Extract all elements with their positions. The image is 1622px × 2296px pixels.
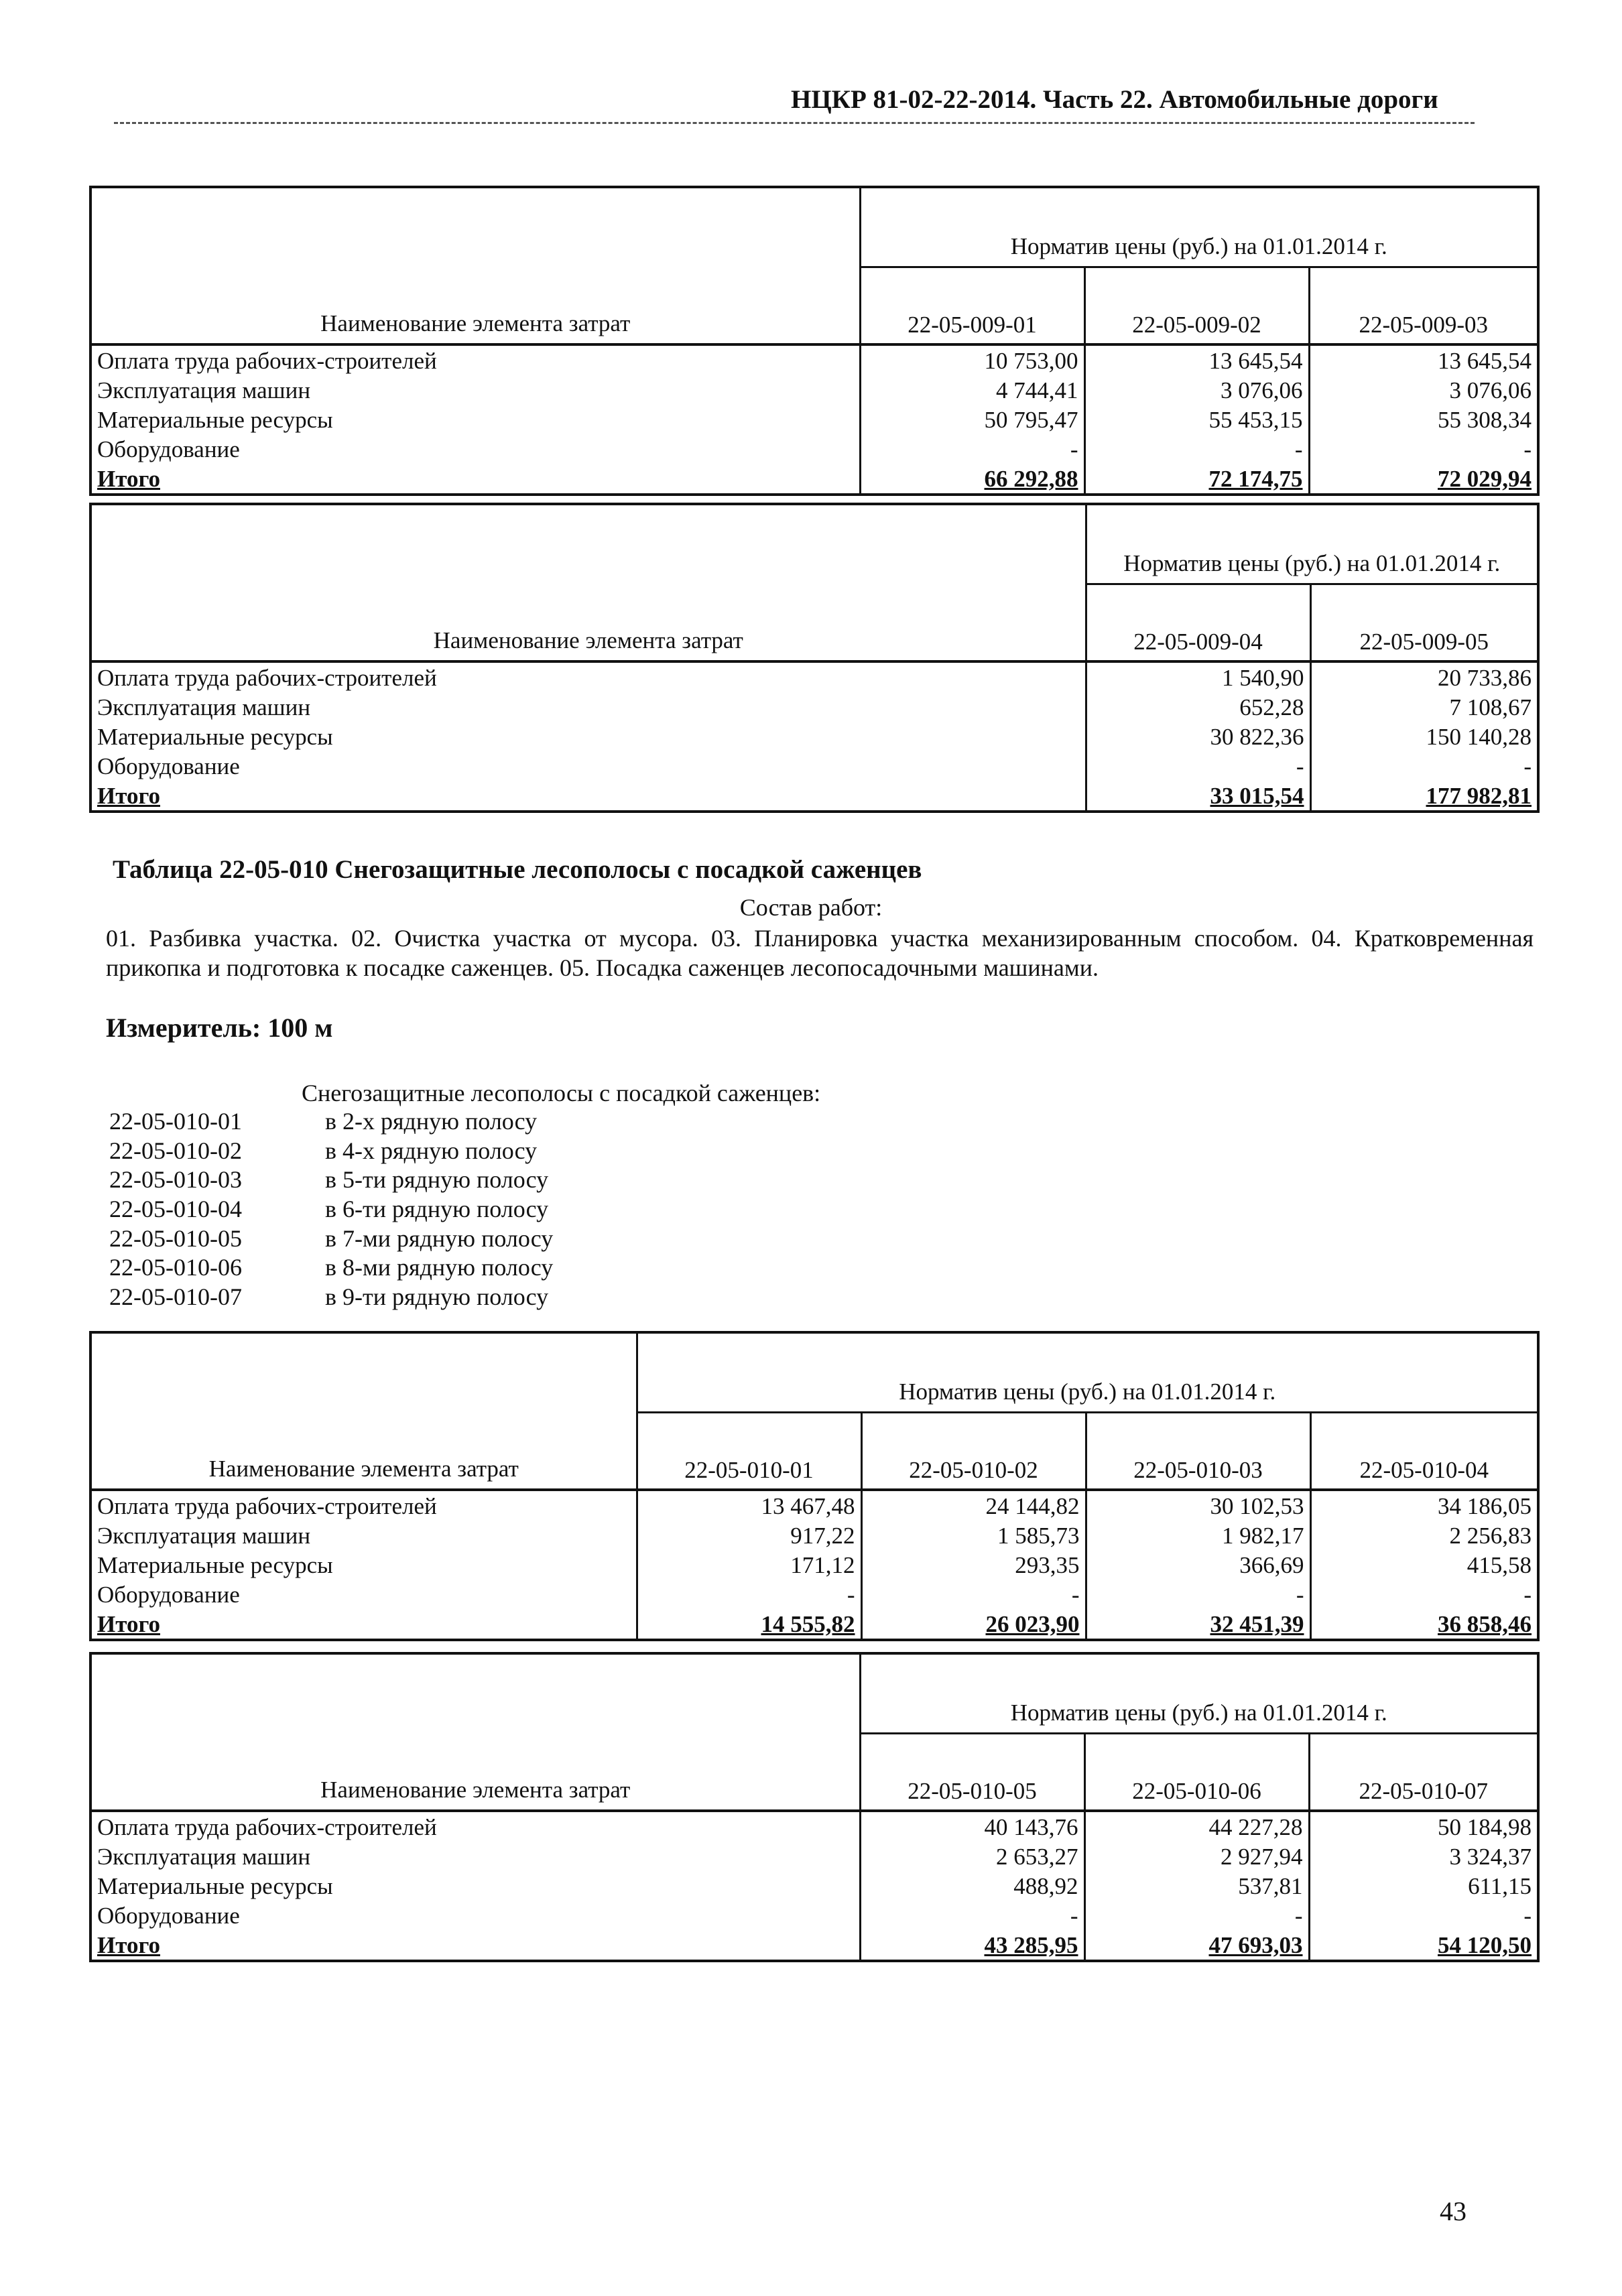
code-column-header: 22-05-010-02 — [861, 1413, 1086, 1490]
item-description: в 7-ми рядную полосу — [325, 1224, 554, 1252]
item-description: в 4-х рядную полосу — [325, 1137, 538, 1164]
code-column-header: 22-05-009-01 — [860, 267, 1084, 345]
table-row — [90, 1901, 1538, 1930]
cell-value: 652,28 — [1086, 692, 1310, 722]
cell-value: 13 645,54 — [1084, 344, 1309, 375]
item-code: 22-05-010-06 — [109, 1254, 242, 1281]
norm-price-header: Норматив цены (руб.) на 01.01.2014 г. — [637, 1332, 1538, 1413]
cell-value: 13 467,48 — [637, 1490, 861, 1521]
name-column-header: Наименование элемента затрат — [90, 1653, 860, 1811]
total-value: 33 015,54 — [1086, 781, 1310, 812]
cell-value: 13 645,54 — [1309, 344, 1538, 375]
total-value: 36 858,46 — [1310, 1609, 1538, 1640]
cell-value: 55 308,34 — [1309, 405, 1538, 434]
row-label: Эксплуатация машин — [90, 1842, 860, 1871]
row-label: Оплата труда рабочих-строителей — [90, 661, 1086, 692]
cell-value: 7 108,67 — [1310, 692, 1538, 722]
total-value: 72 174,75 — [1084, 464, 1309, 495]
name-column-header: Наименование элемента затрат — [90, 504, 1086, 661]
cell-value: 171,12 — [637, 1550, 861, 1580]
cell-value: 537,81 — [1084, 1871, 1309, 1901]
cell-value: 917,22 — [637, 1521, 861, 1550]
item-description: в 8-ми рядную полосу — [325, 1254, 554, 1281]
cell-value: - — [637, 1580, 861, 1609]
cell-value: 55 453,15 — [1084, 405, 1309, 434]
code-column-header: 22-05-010-06 — [1084, 1734, 1309, 1811]
item-code: 22-05-010-03 — [109, 1166, 242, 1194]
table-row — [90, 1521, 1538, 1550]
total-value: 26 023,90 — [861, 1609, 1086, 1640]
table-row — [90, 375, 1538, 405]
code-column-header: 22-05-010-03 — [1086, 1413, 1310, 1490]
cell-value: 3 076,06 — [1084, 375, 1309, 405]
cell-value: - — [1309, 434, 1538, 464]
cell-value: - — [1084, 1901, 1309, 1930]
table-row — [90, 692, 1538, 722]
total-value: 177 982,81 — [1310, 781, 1538, 812]
cell-value: 611,15 — [1309, 1871, 1538, 1901]
total-value: 43 285,95 — [860, 1930, 1084, 1961]
code-column-header: 22-05-009-03 — [1309, 267, 1538, 345]
cell-value: 1 540,90 — [1086, 661, 1310, 692]
code-column-header: 22-05-010-04 — [1310, 1413, 1538, 1490]
table-row — [90, 344, 1538, 375]
item-code: 22-05-010-07 — [109, 1283, 242, 1311]
item-description: в 9-ти рядную полосу — [325, 1283, 549, 1311]
table-row — [90, 661, 1538, 692]
cell-value: 4 744,41 — [860, 375, 1084, 405]
cell-value: - — [1310, 751, 1538, 781]
row-label: Материальные ресурсы — [90, 1871, 860, 1901]
total-value: 32 451,39 — [1086, 1609, 1310, 1640]
cost-table-1 — [89, 186, 1540, 496]
total-value: 47 693,03 — [1084, 1930, 1309, 1961]
cell-value: - — [861, 1580, 1086, 1609]
cell-value: 10 753,00 — [860, 344, 1084, 375]
cell-value: - — [1084, 434, 1309, 464]
cell-value: 150 140,28 — [1310, 722, 1538, 751]
cost-table-2 — [89, 503, 1540, 813]
cell-value: 34 186,05 — [1310, 1490, 1538, 1521]
row-label: Эксплуатация машин — [90, 692, 1086, 722]
total-label: Итого — [90, 1930, 860, 1961]
item-description: в 5-ти рядную полосу — [325, 1166, 549, 1194]
table-row — [90, 1490, 1538, 1521]
code-column-header: 22-05-009-05 — [1310, 584, 1538, 662]
cell-value: 415,58 — [1310, 1550, 1538, 1580]
total-label: Итого — [90, 781, 1086, 812]
cell-value: 2 256,83 — [1310, 1521, 1538, 1550]
row-label: Оплата труда рабочих-строителей — [90, 1811, 860, 1842]
table-row — [90, 1871, 1538, 1901]
measure-unit: Измеритель: 100 м — [106, 1013, 333, 1043]
cell-value: 3 324,37 — [1309, 1842, 1538, 1871]
item-code: 22-05-010-05 — [109, 1224, 242, 1252]
cell-value: 1 585,73 — [861, 1521, 1086, 1550]
total-label: Итого — [90, 464, 860, 495]
cell-value: 3 076,06 — [1309, 375, 1538, 405]
cell-value: - — [1309, 1901, 1538, 1930]
table-row — [90, 1580, 1538, 1609]
code-column-header: 22-05-010-07 — [1309, 1734, 1538, 1811]
total-row — [90, 781, 1538, 812]
item-description: в 2-х рядную полосу — [325, 1108, 538, 1135]
row-label: Оплата труда рабочих-строителей — [90, 1490, 637, 1521]
cell-value: 30 102,53 — [1086, 1490, 1310, 1521]
header-divider — [114, 122, 1475, 124]
row-label: Материальные ресурсы — [90, 722, 1086, 751]
row-label: Оборудование — [90, 434, 860, 464]
table-row — [90, 751, 1538, 781]
page-header-title: НЦКР 81-02-22-2014. Часть 22. Автомобильные дороги — [791, 85, 1438, 114]
row-label: Материальные ресурсы — [90, 405, 860, 434]
code-column-header: 22-05-010-05 — [860, 1734, 1084, 1811]
table-row — [90, 1550, 1538, 1580]
name-column-header: Наименование элемента затрат — [90, 1332, 637, 1490]
total-row — [90, 464, 1538, 495]
cell-value: 20 733,86 — [1310, 661, 1538, 692]
code-column-header: 22-05-010-01 — [637, 1413, 861, 1490]
total-label: Итого — [90, 1609, 637, 1640]
cost-table-3 — [89, 1331, 1540, 1641]
table-row — [90, 434, 1538, 464]
table-row — [90, 722, 1538, 751]
total-value: 54 120,50 — [1309, 1930, 1538, 1961]
row-label: Оплата труда рабочих-строителей — [90, 344, 860, 375]
norm-price-header: Норматив цены (руб.) на 01.01.2014 г. — [860, 1653, 1538, 1734]
item-description: в 6-ти рядную полосу — [325, 1196, 549, 1223]
cell-value: - — [1086, 1580, 1310, 1609]
item-code: 22-05-010-01 — [109, 1108, 242, 1135]
cell-value: - — [860, 434, 1084, 464]
total-row — [90, 1609, 1538, 1640]
code-column-header: 22-05-009-02 — [1084, 267, 1309, 345]
cell-value: - — [1086, 751, 1310, 781]
items-caption: Снегозащитные лесополосы с посадкой саженцев: — [302, 1080, 821, 1106]
norm-price-header: Норматив цены (руб.) на 01.01.2014 г. — [860, 187, 1538, 267]
total-row — [90, 1930, 1538, 1961]
cell-value: 2 653,27 — [860, 1842, 1084, 1871]
total-value: 72 029,94 — [1309, 464, 1538, 495]
cell-value: 24 144,82 — [861, 1490, 1086, 1521]
name-column-header: Наименование элемента затрат — [90, 187, 860, 344]
cell-value: 50 184,98 — [1309, 1811, 1538, 1842]
page-number: 43 — [1440, 2196, 1467, 2226]
cell-value: 1 982,17 — [1086, 1521, 1310, 1550]
cell-value: - — [860, 1901, 1084, 1930]
total-value: 66 292,88 — [860, 464, 1084, 495]
table-row — [90, 1811, 1538, 1842]
table-row — [90, 405, 1538, 434]
cost-table-4 — [89, 1652, 1540, 1962]
cell-value: 30 822,36 — [1086, 722, 1310, 751]
section-title: Таблица 22-05-010 Снегозащитные лесополосы с посадкой саженцев — [113, 855, 922, 884]
cell-value: 2 927,94 — [1084, 1842, 1309, 1871]
composition-text: 01. Разбивка участка. 02. Очистка участка от мусора. 03. Планировка участка механизированным способом. 04. Кратковременная прикопка и подготовка к посадке саженцев. 05. Посадка саженцев лесопосадочными машинами. — [106, 925, 1534, 981]
composition-title: Состав работ: — [739, 894, 883, 921]
row-label: Эксплуатация машин — [90, 1521, 637, 1550]
cell-value: 293,35 — [861, 1550, 1086, 1580]
cell-value: 44 227,28 — [1084, 1811, 1309, 1842]
cell-value: 488,92 — [860, 1871, 1084, 1901]
row-label: Оборудование — [90, 1580, 637, 1609]
table-row — [90, 1842, 1538, 1871]
code-column-header: 22-05-009-04 — [1086, 584, 1310, 662]
item-code: 22-05-010-04 — [109, 1196, 242, 1223]
cell-value: - — [1310, 1580, 1538, 1609]
row-label: Эксплуатация машин — [90, 375, 860, 405]
cell-value: 366,69 — [1086, 1550, 1310, 1580]
cell-value: 50 795,47 — [860, 405, 1084, 434]
total-value: 14 555,82 — [637, 1609, 861, 1640]
row-label: Оборудование — [90, 751, 1086, 781]
row-label: Оборудование — [90, 1901, 860, 1930]
cell-value: 40 143,76 — [860, 1811, 1084, 1842]
item-code: 22-05-010-02 — [109, 1137, 242, 1164]
norm-price-header: Норматив цены (руб.) на 01.01.2014 г. — [1086, 504, 1538, 584]
row-label: Материальные ресурсы — [90, 1550, 637, 1580]
